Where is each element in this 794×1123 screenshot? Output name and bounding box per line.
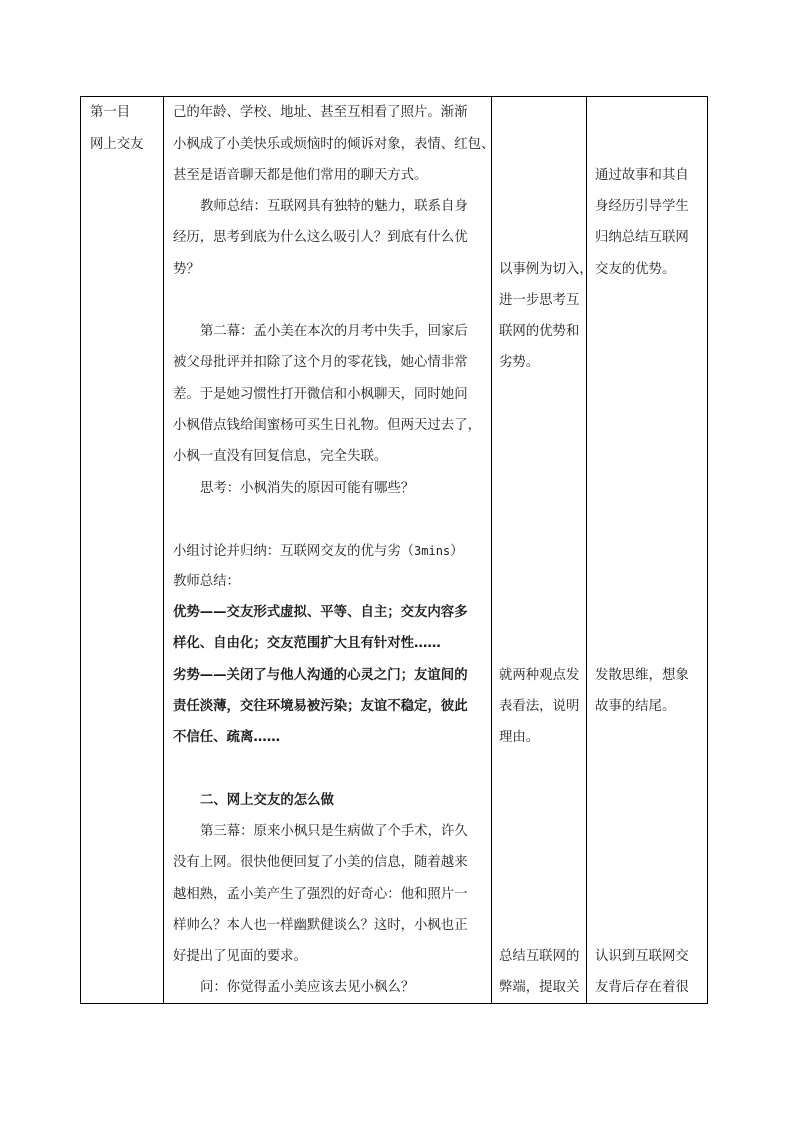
activity-line: 就两种观点发 <box>499 668 580 683</box>
intro-line: 甚至是语音聊天都是他们常用的聊天方式。 <box>173 168 428 183</box>
intent-line: 友背后存在着很 <box>595 980 689 995</box>
intent-line: 故事的结尾。 <box>595 699 676 714</box>
activity-line: 总结互联网的 <box>499 949 580 964</box>
content-cell <box>164 97 495 1004</box>
activity-line: 表看法，说明 <box>499 699 580 714</box>
intro-line: 己的年龄、学校、地址、甚至互相看了照片。渐渐 <box>173 105 468 120</box>
act3-line: 越相熟，孟小美产生了强烈的好奇心：他和照片一 <box>173 887 468 902</box>
act3-line: 第三幕：原来小枫只是生病做了个手术，许久 <box>200 824 468 839</box>
summary2-label: 教师总结： <box>173 574 240 589</box>
intent-line: 身经历引导学生 <box>595 199 689 214</box>
activity-line: 进一步思考互 <box>499 293 580 308</box>
table-row <box>81 97 708 1004</box>
intent-line: 认识到互联网交 <box>595 949 689 964</box>
summary-line: 教师总结：互联网具有独特的魅力，联系自身 <box>200 199 468 214</box>
activity-line: 理由。 <box>499 730 540 745</box>
discussion-text: 小组讨论并归纳：互联网交友的优与劣（ <box>173 544 415 559</box>
discussion-time: 3mins <box>414 544 451 558</box>
summary-line: 势？ <box>173 262 200 277</box>
intent-line: 归纳总结互联网 <box>595 230 689 245</box>
activity-line: 弊端，提取关 <box>499 980 580 995</box>
act2-line: 差。于是她习惯性打开微信和小枫聊天，同时她问 <box>173 387 468 402</box>
disadvantage-line: 责任淡薄，交往环境易被污染；友谊不稳定，彼此 <box>173 699 468 714</box>
section-heading: 二、网上交友的怎么做 <box>200 793 334 808</box>
discussion-close: ） <box>450 544 464 559</box>
act2-line: 被父母批评并扣除了这个月的零花钱，她心情非常 <box>173 355 468 370</box>
activity-cell <box>492 97 593 1004</box>
lesson-table <box>80 96 708 1004</box>
intent-cell <box>587 97 708 1004</box>
activity-line: 联网的优势和 <box>499 324 580 339</box>
section-title-line: 网上交友 <box>90 137 144 152</box>
act3-line: 没有上网。很快他便回复了小美的信息，随着越来 <box>173 855 468 870</box>
group-discussion <box>173 543 464 560</box>
disadvantage-line: 不信任、疏离…… <box>173 730 281 745</box>
intent-line: 发散思维，想象 <box>595 668 689 683</box>
advantage-line: 样化、自由化；交友范围扩大且有针对性…… <box>173 636 441 651</box>
section-title-line: 第一目 <box>90 105 131 120</box>
intro-line: 小枫成了小美快乐或烦恼时的倾诉对象，表情、红包、 <box>173 137 495 152</box>
activity-line: 劣势。 <box>499 355 540 370</box>
activity-line: 以事例为切入， <box>499 262 593 277</box>
summary-line: 经历，思考到底为什么这么吸引人？到底有什么优 <box>173 230 468 245</box>
act2-line: 小枫借点钱给闺蜜杨可买生日礼物。但两天过去了， <box>173 418 481 433</box>
question-line: 问：你觉得孟小美应该去见小枫么？ <box>200 980 415 995</box>
section-title-cell <box>81 97 164 1004</box>
intent-line: 交友的优势。 <box>595 262 676 277</box>
think-prompt: 思考：小枫消失的原因可能有哪些？ <box>200 481 415 496</box>
advantage-line: 优势——交友形式虚拟、平等、自主；交友内容多 <box>173 605 468 620</box>
act2-line: 第二幕：孟小美在本次的月考中失手，回家后 <box>200 324 468 339</box>
act3-line: 好提出了见面的要求。 <box>173 949 307 964</box>
disadvantage-line: 劣势——关闭了与他人沟通的心灵之门；友谊间的 <box>173 668 468 683</box>
intent-line: 通过故事和其自 <box>595 168 689 183</box>
act3-line: 样帅么？本人也一样幽默健谈么？这时，小枫也正 <box>173 918 468 933</box>
act2-line: 小枫一直没有回复信息，完全失联。 <box>173 449 388 464</box>
